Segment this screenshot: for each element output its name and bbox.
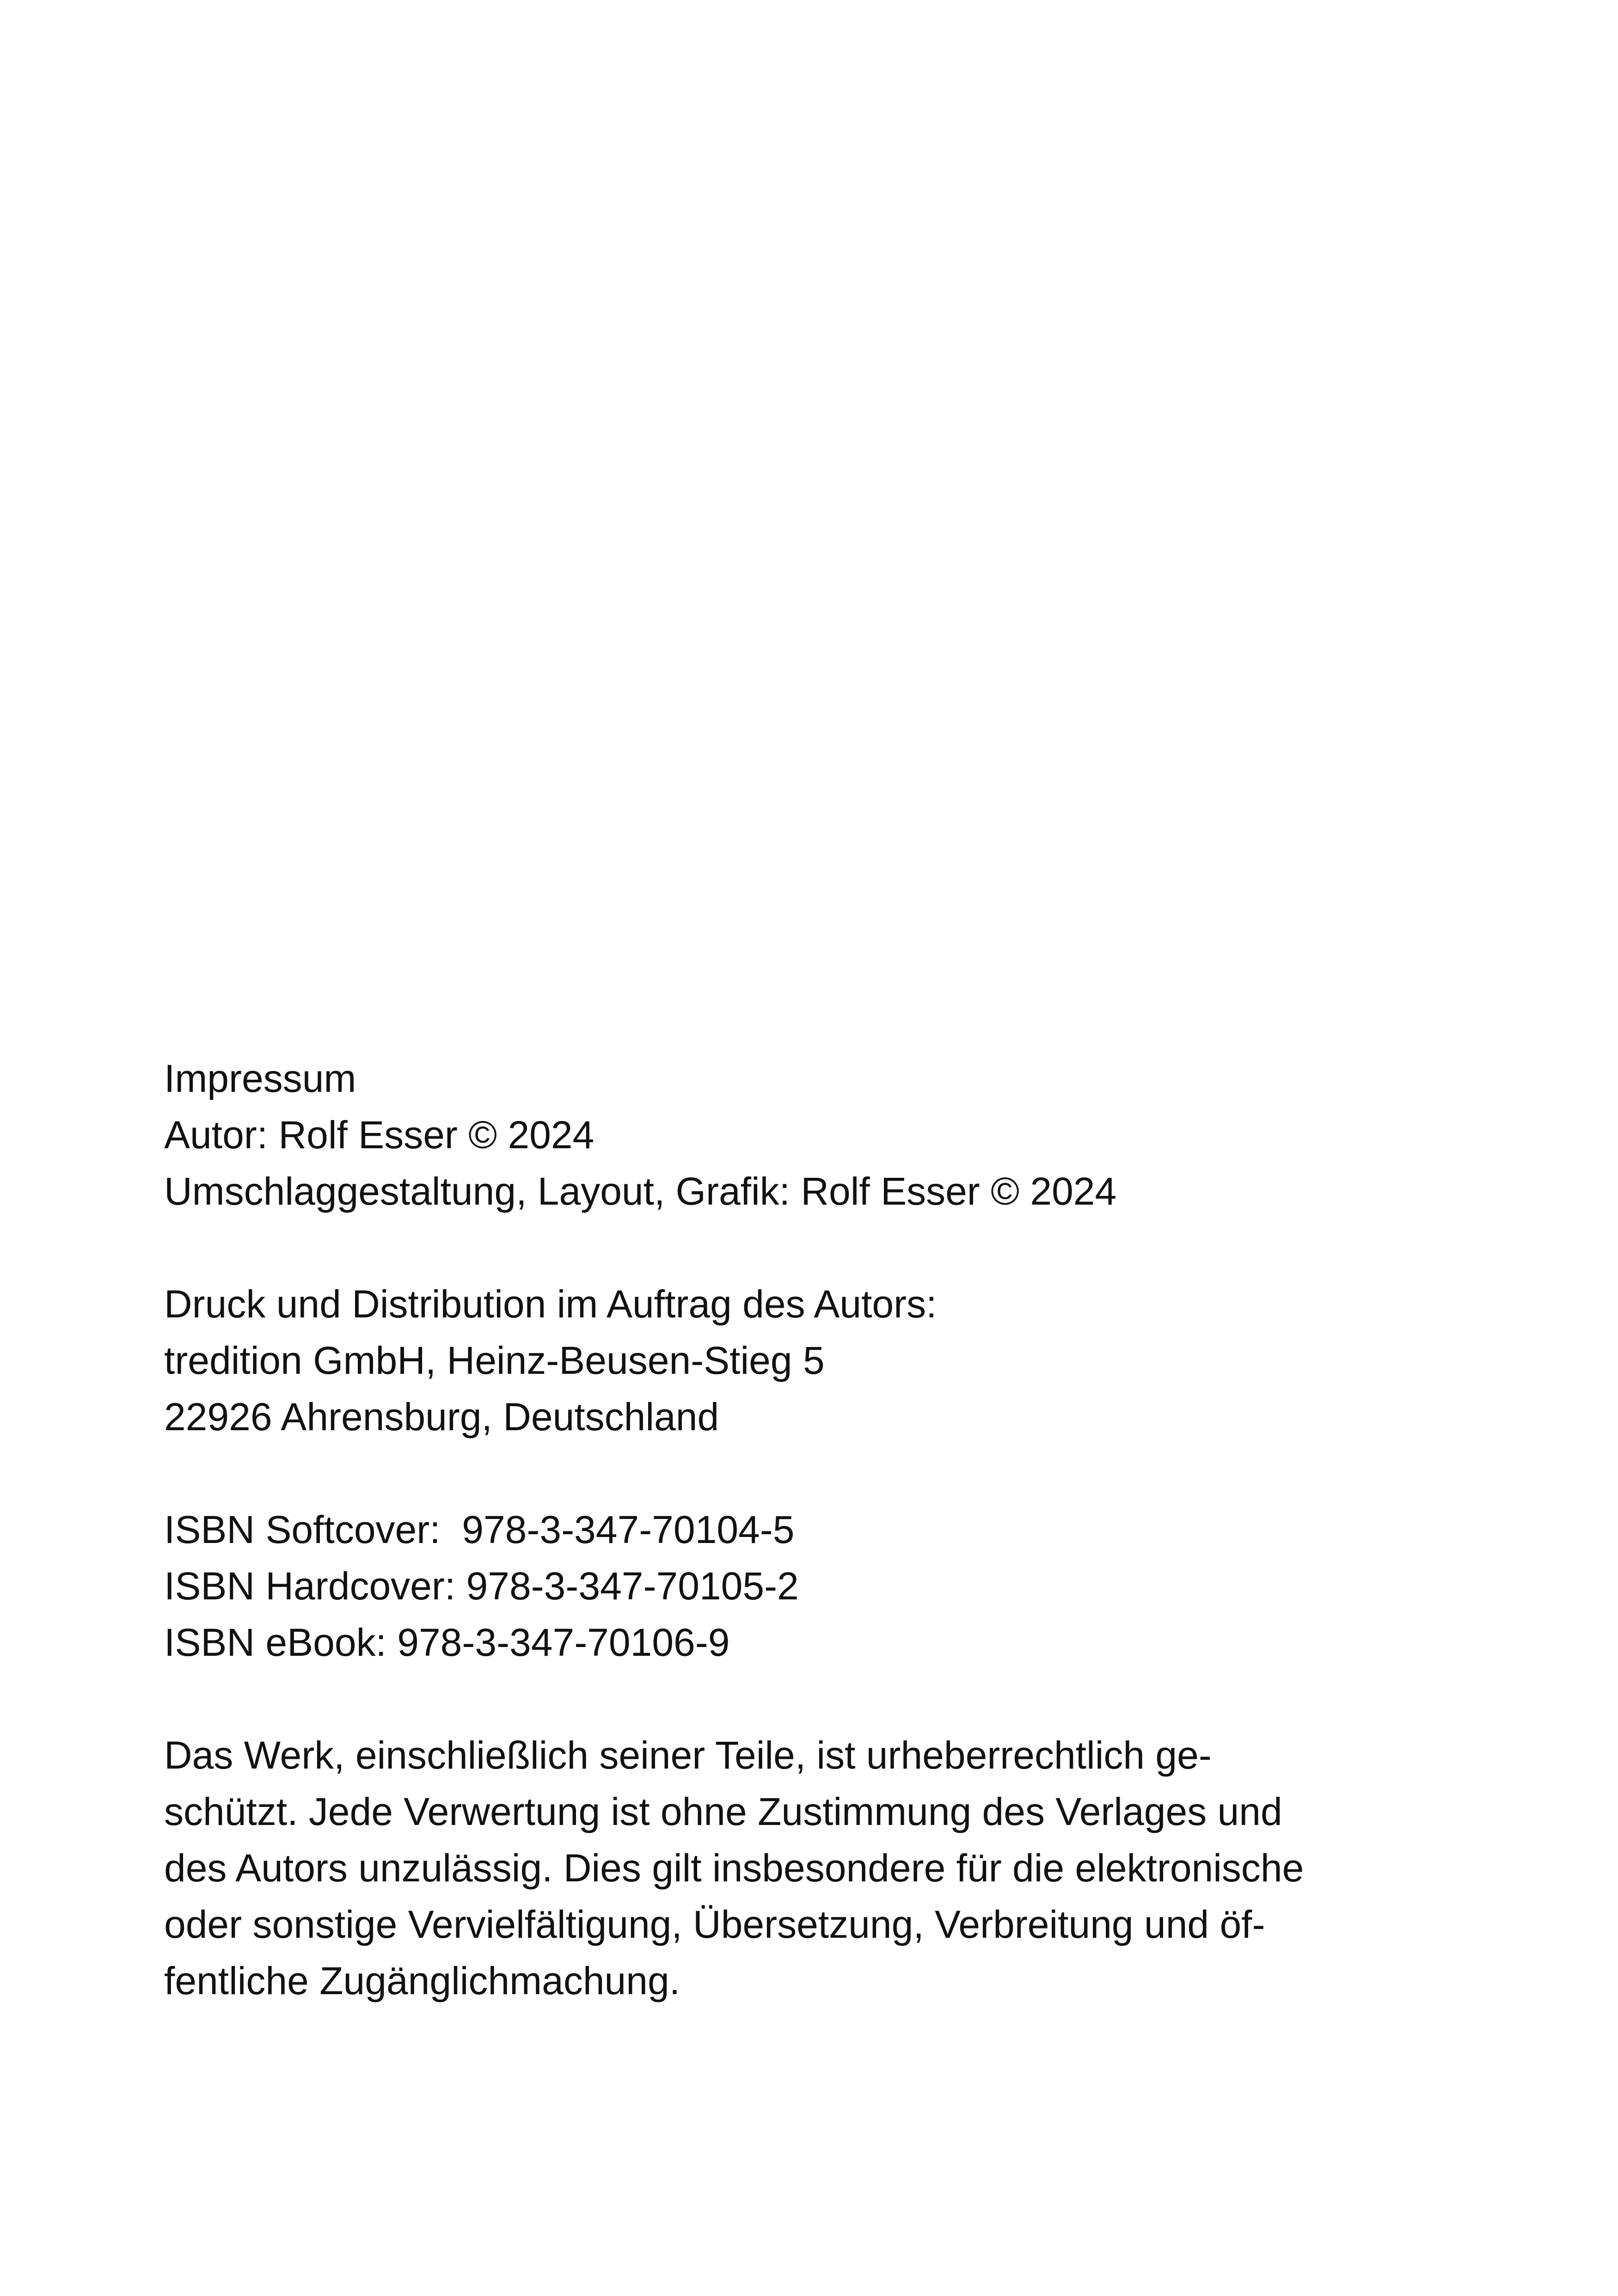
copyright-line: schützt. Jede Verwertung ist ohne Zustimmung des Verlages und: [164, 1790, 1282, 1833]
distribution-line: Druck und Distribution im Auftrag des Autors:: [164, 1282, 937, 1326]
imprint-block: [164, 1050, 1459, 2009]
spacer: [164, 1671, 1459, 1727]
publisher-address-line: tredition GmbH, Heinz-Beusen-Stieg 5: [164, 1339, 825, 1382]
spacer: [164, 1445, 1459, 1501]
cover-design-line: Umschlaggestaltung, Layout, Grafik: Rolf Esser © 2024: [164, 1169, 1117, 1213]
spacer: [164, 1219, 1459, 1276]
copyright-line: Das Werk, einschließlich seiner Teile, ist urheberrechtlich ge-: [164, 1733, 1212, 1777]
isbn-ebook: ISBN eBook: 978-3-347-70106-9: [164, 1621, 730, 1664]
publisher-city-line: 22926 Ahrensburg, Deutschland: [164, 1395, 719, 1439]
copyright-line: des Autors unzulässig. Dies gilt insbesondere für die elektronische: [164, 1846, 1304, 1890]
isbn-hardcover: ISBN Hardcover: 978-3-347-70105-2: [164, 1564, 799, 1608]
copyright-line: fentliche Zugänglichmachung.: [164, 1959, 680, 2002]
author-line: Autor: Rolf Esser © 2024: [164, 1113, 594, 1157]
isbn-softcover: ISBN Softcover: 978-3-347-70104-5: [164, 1508, 795, 1551]
imprint-heading: Impressum: [164, 1057, 356, 1100]
copyright-line: oder sonstige Vervielfältigung, Übersetzung, Verbreitung und öf-: [164, 1903, 1265, 1946]
